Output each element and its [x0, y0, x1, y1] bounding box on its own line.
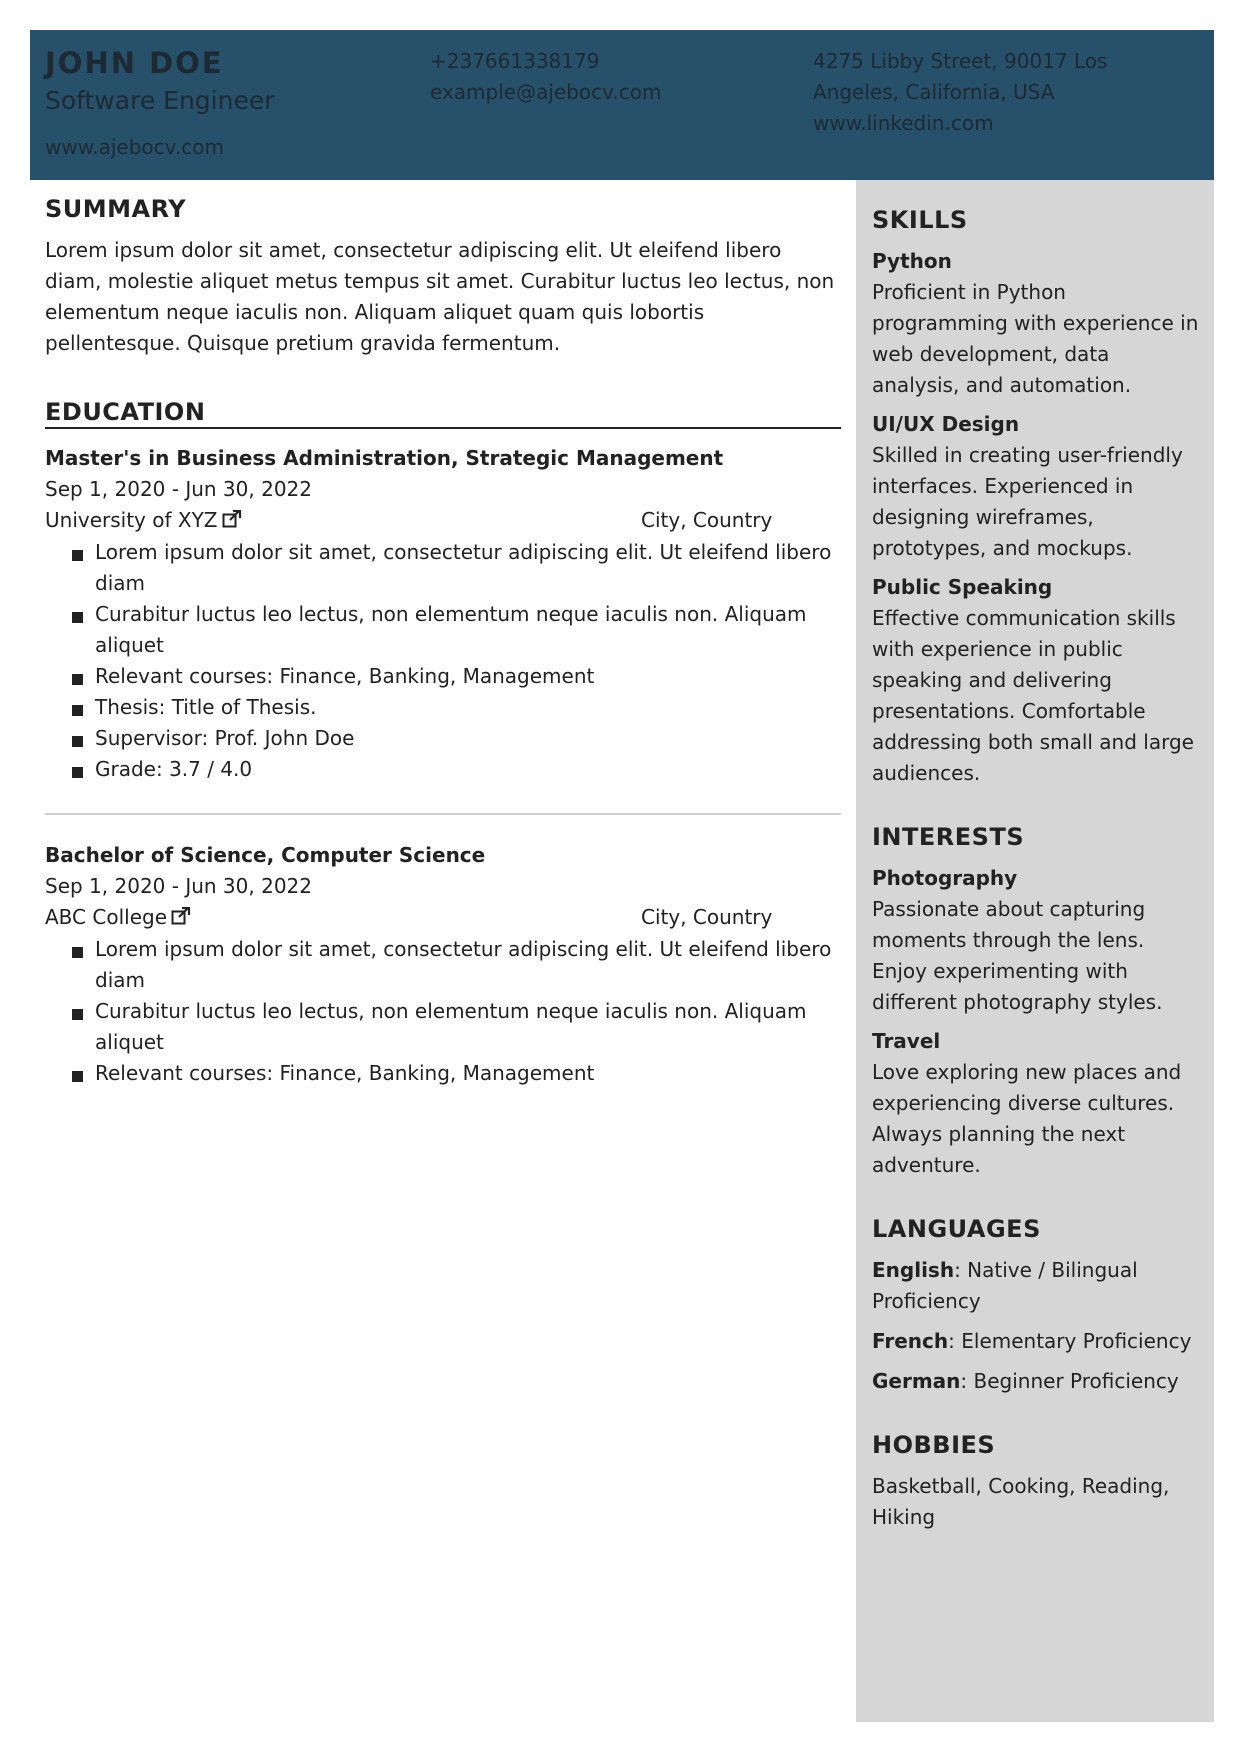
language-level: : Elementary Proficiency	[948, 1329, 1192, 1353]
phone-number: +237661338179	[430, 49, 600, 73]
list-item: Curabitur luctus leo lectus, non elementum neque iaculis non. Aliquam aliquet	[45, 996, 841, 1058]
summary-section	[45, 195, 841, 359]
institution-name: University of XYZ	[45, 508, 218, 532]
interest-name: Photography	[872, 866, 1018, 890]
address-column	[813, 46, 1143, 139]
language-level: : Native / Bilingual Proficiency	[872, 1258, 1138, 1313]
summary-title: SUMMARY	[45, 195, 187, 223]
candidate-role: Software Engineer	[45, 86, 275, 115]
degree-dates: Sep 1, 2020 - Jun 30, 2022	[45, 477, 312, 501]
education-title: EDUCATION	[45, 398, 841, 429]
entry-divider	[45, 813, 841, 815]
bullet-square-icon	[72, 612, 83, 623]
bullet-square-icon	[72, 674, 83, 685]
skill-description: Effective communication skills with experience in public speaking and delivering presentations. Comfortable addressing both small and large audiences.	[872, 606, 1194, 785]
bullet-square-icon	[72, 1009, 83, 1020]
skill-description: Proficient in Python programming with experience in web development, data analysis, and automation.	[872, 280, 1199, 397]
institution-link[interactable]	[45, 508, 242, 532]
list-item: Relevant courses: Finance, Banking, Management	[45, 661, 841, 692]
list-item: Lorem ipsum dolor sit amet, consectetur adipiscing elit. Ut eleifend libero diam	[45, 537, 841, 599]
address-line-1: 4275 Libby Street, 90017 Los	[813, 49, 1108, 73]
list-item: Curabitur luctus leo lectus, non elementum neque iaculis non. Aliquam aliquet	[45, 599, 841, 661]
skills-section	[872, 206, 1199, 789]
language-item	[872, 1326, 1199, 1357]
hobbies-title: HOBBIES	[872, 1431, 996, 1459]
bullet-square-icon	[72, 767, 83, 778]
language-name: German	[872, 1369, 961, 1393]
summary-text: Lorem ipsum dolor sit amet, consectetur adipiscing elit. Ut eleifend libero diam, molestie aliquet metus tempus sit amet. Curabitur luctus leo lectus, non elementum neque iaculis non. Aliquam aliquet quam quis lobortis pellentesque. Quisque pretium gravida fermentum.	[45, 238, 835, 355]
list-item: Grade: 3.7 / 4.0	[45, 754, 841, 785]
education-section	[45, 398, 841, 1089]
institution-link[interactable]	[45, 905, 191, 929]
linkedin-link[interactable]: www.linkedin.com	[813, 111, 994, 135]
bullet-square-icon	[72, 1071, 83, 1082]
institution-location: City, Country	[641, 508, 773, 532]
languages-title: LANGUAGES	[872, 1215, 1041, 1243]
degree-title: Bachelor of Science, Computer Science	[45, 843, 486, 867]
address-line-2: Angeles, California, USA	[813, 80, 1055, 104]
interest-description: Love exploring new places and experiencing diverse cultures. Always planning the next adventure.	[872, 1060, 1182, 1177]
education-entry	[45, 840, 841, 1089]
languages-section	[872, 1215, 1199, 1397]
bullet-square-icon	[72, 550, 83, 561]
list-item: Thesis: Title of Thesis.	[45, 692, 841, 723]
education-entry	[45, 443, 841, 785]
email-link[interactable]: example@ajebocv.com	[430, 80, 662, 104]
list-item: Lorem ipsum dolor sit amet, consectetur adipiscing elit. Ut eleifend libero diam	[45, 934, 841, 996]
skill-item	[872, 572, 1199, 789]
candidate-name: JOHN DOE	[45, 46, 224, 80]
skill-name: UI/UX Design	[872, 412, 1020, 436]
skills-title: SKILLS	[872, 206, 968, 234]
website-link[interactable]: www.ajebocv.com	[45, 135, 224, 159]
interests-title: INTERESTS	[872, 823, 1025, 851]
achievement-list	[45, 537, 841, 785]
language-item	[872, 1255, 1199, 1317]
skill-description: Skilled in creating user-friendly interfaces. Experienced in designing wireframes, prototypes, and mockups.	[872, 443, 1183, 560]
language-level: : Beginner Proficiency	[960, 1369, 1179, 1393]
interest-item	[872, 863, 1199, 1018]
main-column	[45, 195, 841, 1089]
list-item: Supervisor: Prof. John Doe	[45, 723, 841, 754]
bullet-square-icon	[72, 705, 83, 716]
institution-location: City, Country	[641, 905, 773, 929]
degree-dates: Sep 1, 2020 - Jun 30, 2022	[45, 874, 312, 898]
interest-name: Travel	[872, 1029, 941, 1053]
language-name: English	[872, 1258, 955, 1282]
achievement-list	[45, 934, 841, 1089]
skill-item	[872, 246, 1199, 401]
list-item: Relevant courses: Finance, Banking, Management	[45, 1058, 841, 1089]
interest-item	[872, 1026, 1199, 1181]
skill-name: Python	[872, 249, 952, 273]
hobbies-section	[872, 1431, 1199, 1533]
language-item	[872, 1366, 1199, 1397]
bullet-square-icon	[72, 947, 83, 958]
degree-title: Master's in Business Administration, Strategic Management	[45, 446, 724, 470]
hobbies-text: Basketball, Cooking, Reading, Hiking	[872, 1474, 1170, 1529]
interests-section	[872, 823, 1199, 1181]
institution-row	[45, 505, 841, 537]
skill-item	[872, 409, 1199, 564]
sidebar	[856, 180, 1214, 1722]
interest-description: Passionate about capturing moments through the lens. Enjoy experimenting with different photography styles.	[872, 897, 1163, 1014]
institution-name: ABC College	[45, 905, 167, 929]
external-link-icon	[171, 903, 191, 934]
institution-row	[45, 902, 841, 934]
contact-column	[430, 46, 661, 108]
language-name: French	[872, 1329, 949, 1353]
resume-header	[30, 30, 1214, 180]
external-link-icon	[222, 506, 242, 537]
bullet-square-icon	[72, 736, 83, 747]
skill-name: Public Speaking	[872, 575, 1053, 599]
